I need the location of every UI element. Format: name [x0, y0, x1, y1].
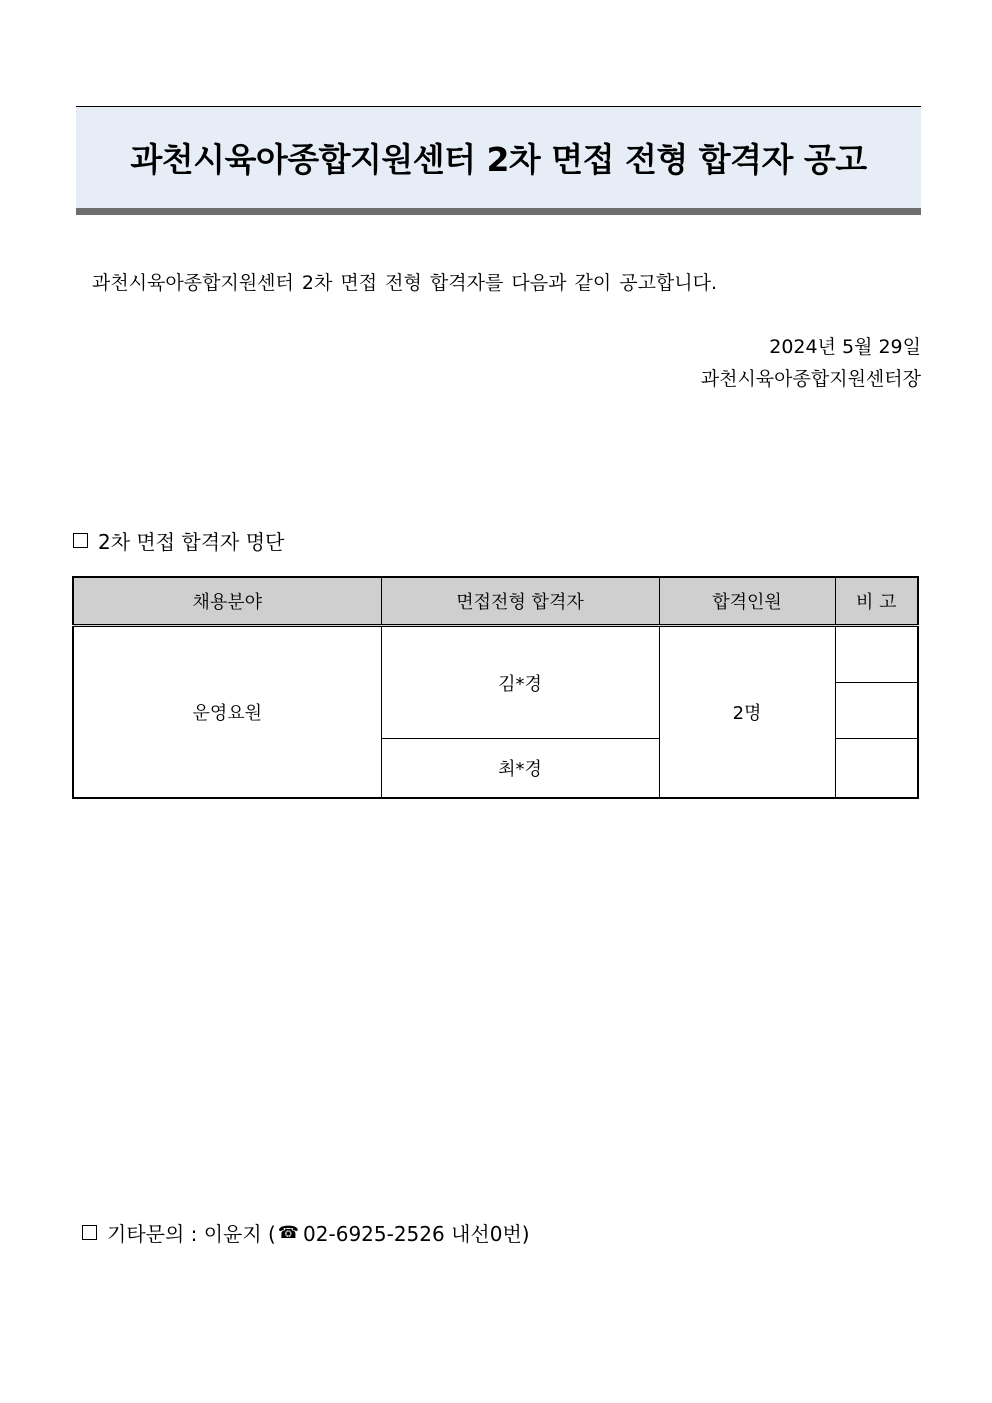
cell-remarks	[835, 739, 918, 799]
table-header-row	[73, 577, 918, 626]
cell-passer: 최*경	[381, 739, 659, 799]
header-count: 합격인원	[659, 577, 835, 626]
checkbox-icon	[73, 533, 88, 548]
header-passers: 면접전형 합격자	[381, 577, 659, 626]
table-row	[73, 626, 918, 683]
title-box	[76, 106, 921, 208]
contact-details: 02-6925-2526 내선0번)	[303, 1222, 530, 1246]
cell-count: 2명	[659, 626, 835, 799]
cell-remarks	[835, 626, 918, 683]
header-remarks: 비 고	[835, 577, 918, 626]
roster-section-heading	[73, 526, 284, 555]
announcement-date: 2024년 5월 29일	[769, 336, 921, 358]
checkbox-icon	[82, 1225, 97, 1240]
contact-label: 기타문의 : 이윤지 (	[107, 1222, 276, 1246]
intro-text: 과천시육아종합지원센터 2차 면접 전형 합격자를 다음과 같이 공고합니다.	[92, 272, 718, 294]
cell-passer: 김*경	[381, 626, 659, 739]
header-field: 채용분야	[73, 577, 381, 626]
passers-table	[72, 576, 919, 799]
page-title: 과천시육아종합지원센터 2차 면접 전형 합격자 공고	[130, 140, 867, 179]
cell-field: 운영요원	[73, 626, 381, 799]
title-underline-bar	[76, 208, 921, 215]
phone-icon: ☎	[277, 1222, 300, 1243]
cell-remarks	[835, 683, 918, 739]
contact-line	[82, 1218, 530, 1247]
roster-section-title: 2차 면접 합격자 명단	[98, 530, 285, 554]
issuing-organization: 과천시육아종합지원센터장	[700, 368, 921, 390]
